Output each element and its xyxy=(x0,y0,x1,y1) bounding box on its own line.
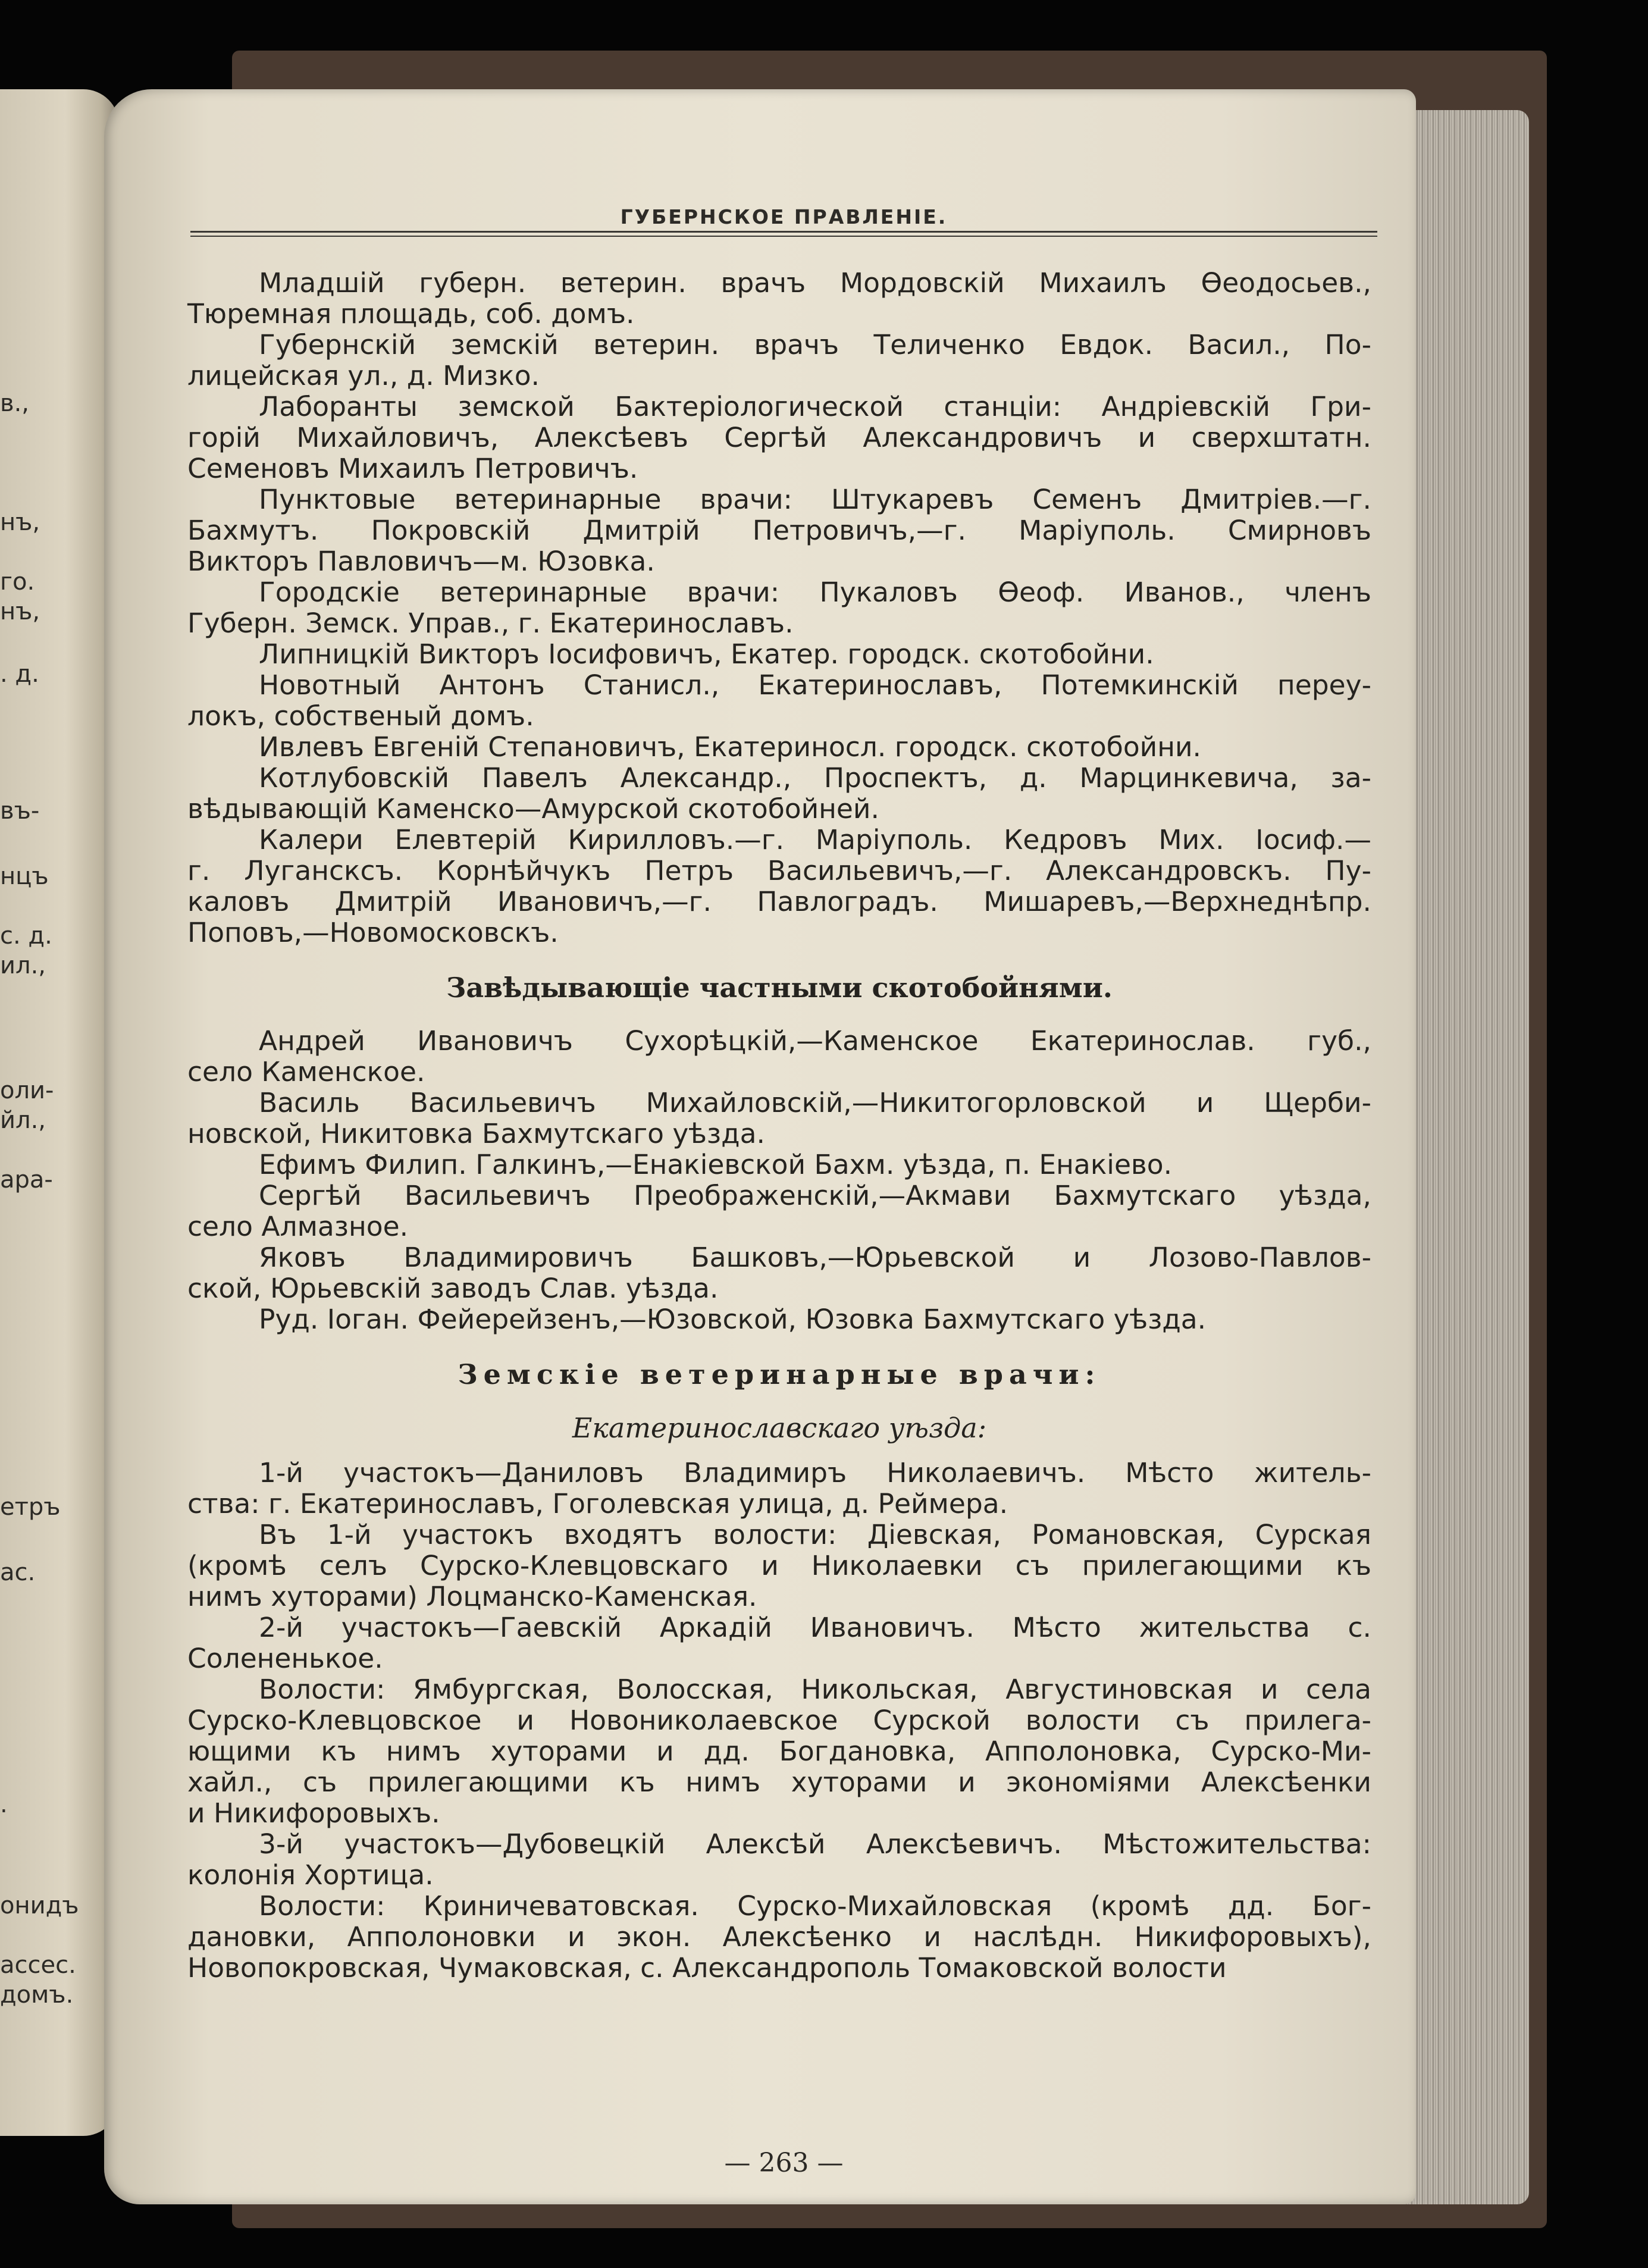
paragraph xyxy=(187,330,1371,391)
text-line: село Алмазное. xyxy=(187,1211,409,1242)
paragraph xyxy=(187,1180,1371,1242)
text-line: Волости: Криничеватовская. Сурско-Михайловская (кромѣ дд. Бог- xyxy=(259,1890,1371,1922)
facing-page-fragment: . xyxy=(0,1791,8,1818)
facing-page-fragment: оли- xyxy=(0,1077,54,1104)
text-line: вѣдывающій Каменско—Амурской скотобойней. xyxy=(187,793,879,825)
subheading-uezd: Екатеринославскаго уѣзда: xyxy=(572,1412,987,1444)
text-line: Василь Васильевичъ Михайловскій,—Никитогорловской и Щерби- xyxy=(259,1087,1371,1119)
paragraph xyxy=(187,1242,1371,1304)
facing-page-fragment: . д. xyxy=(0,660,39,688)
text-line: Руд. Іоган. Фейерейзенъ,—Юзовской, Юзовка Бахмутскаго уѣзда. xyxy=(259,1304,1207,1335)
facing-page-fragment: въ- xyxy=(0,797,40,825)
text-line: 1-й участокъ—Даниловъ Владимиръ Николаевичъ. Мѣсто житель- xyxy=(259,1457,1371,1489)
header-rule xyxy=(190,236,1377,237)
facing-page xyxy=(0,89,119,2136)
book-page xyxy=(104,89,1416,2204)
running-head: ГУБЕРНСКОЕ ПРАВЛЕНІЕ. xyxy=(620,205,948,228)
facing-page-fragment: ассес. xyxy=(0,1951,76,1979)
facing-page-fragment: нъ, xyxy=(0,509,40,536)
paragraph xyxy=(187,1674,1371,1829)
paragraph xyxy=(187,1304,1371,1335)
text-line: ской, Юрьевскій заводъ Слав. уѣзда. xyxy=(187,1273,719,1304)
page-body xyxy=(187,268,1371,1984)
text-line: Волости: Ямбургская, Волосская, Никольская, Августиновская и села xyxy=(259,1674,1371,1705)
text-line: Новотный Антонъ Станисл., Екатеринославъ, Потемкинскій переу- xyxy=(259,669,1371,701)
text-line: Солененькое. xyxy=(187,1643,383,1674)
text-line: Сергѣй Васильевичъ Преображенскій,—Акмави Бахмутскаго уѣзда, xyxy=(259,1180,1371,1211)
text-line: Ефимъ Филип. Галкинъ,—Енакіевской Бахм. уѣзда, п. Енакіево. xyxy=(259,1149,1173,1180)
paragraph xyxy=(187,1026,1371,1088)
facing-page-fragment: онидъ xyxy=(0,1892,79,1919)
paragraph xyxy=(187,484,1371,577)
facing-page-fragment: йл., xyxy=(0,1107,46,1134)
text-line: дановки, Апполоновки и экон. Алексѣенко и наслѣдн. Никифоровыхъ), xyxy=(187,1921,1371,1953)
text-line: горій Михайловичъ, Алексѣевъ Сергѣй Александровичъ и сверхштатн. xyxy=(187,422,1371,453)
text-line: Андрей Ивановичъ Сухорѣцкій,—Каменское Екатеринослав. губ., xyxy=(259,1025,1371,1057)
facing-page-fragment: домъ. xyxy=(0,1981,74,2009)
text-line: 2-й участокъ—Гаевскій Аркадій Ивановичъ. Мѣсто жительства с. xyxy=(259,1612,1371,1643)
text-line: Бахмутъ. Покровскій Дмитрій Петровичъ,—г. Маріуполь. Смирновъ xyxy=(187,515,1371,546)
text-line: новской, Никитовка Бахмутскаго уѣзда. xyxy=(187,1118,765,1149)
facing-page-fragment: ара- xyxy=(0,1166,53,1193)
text-line: Городскіе ветеринарные врачи: Пукаловъ Ѳеоф. Иванов., членъ xyxy=(259,577,1371,608)
text-line: Въ 1-й участокъ входятъ волости: Діевская, Романовская, Сурская xyxy=(259,1519,1371,1550)
text-line: и Никифоровыхъ. xyxy=(187,1797,440,1829)
paragraph xyxy=(187,670,1371,732)
text-line: ства: г. Екатеринославъ, Гоголевская улица, д. Реймера. xyxy=(187,1488,1008,1520)
paragraph xyxy=(187,268,1371,330)
facing-page-fragment: в., xyxy=(0,390,30,417)
paragraph xyxy=(187,825,1371,948)
facing-page-fragment: ас. xyxy=(0,1559,36,1586)
text-line: Яковъ Владимировичъ Башковъ,—Юрьевской и Лозово-Павлов- xyxy=(259,1242,1371,1273)
paragraph xyxy=(187,732,1371,763)
paragraph xyxy=(187,1612,1371,1674)
paragraph xyxy=(187,1088,1371,1149)
text-line: Младшій губерн. ветерин. врачъ Мордовскій Михаилъ Ѳеодосьев., xyxy=(259,267,1371,299)
text-line: Ивлевъ Евгеній Степановичъ, Екатериносл. городск. скотобойни. xyxy=(259,731,1202,763)
text-line: Лаборанты земской Бактеріологической станціи: Андріевскій Гри- xyxy=(259,391,1371,422)
text-line: г. Лугансксъ. Корнѣйчукъ Петръ Васильевичъ,—г. Александровскъ. Пу- xyxy=(187,855,1371,886)
paragraph xyxy=(187,1520,1371,1612)
text-line: ющими къ нимъ хуторами и дд. Богдановка, Апполоновка, Сурско-Ми- xyxy=(187,1736,1371,1767)
text-line: Семеновъ Михаилъ Петровичъ. xyxy=(187,453,638,484)
header-rule xyxy=(190,231,1377,233)
paragraph xyxy=(187,1829,1371,1891)
text-line: каловъ Дмитрій Ивановичъ,—г. Павлоградъ. Мишаревъ,—Верхнеднѣпр. xyxy=(187,886,1371,917)
section-private-slaughterhouses xyxy=(187,1026,1371,1335)
text-line: Новопокровская, Чумаковская, с. Александрополь Томаковской волости xyxy=(187,1952,1227,1984)
text-line: Котлубовскій Павелъ Александр., Проспектъ, д. Марцинкевича, за- xyxy=(259,762,1371,794)
text-line: 3-й участокъ—Дубовецкій Алексѣй Алексѣевичъ. Мѣстожительства: xyxy=(259,1828,1371,1860)
text-line: село Каменское. xyxy=(187,1056,425,1088)
paragraph xyxy=(187,577,1371,639)
text-line: локъ, собственый домъ. xyxy=(187,700,534,732)
text-line: колонія Хортица. xyxy=(187,1859,434,1891)
section-zemstvo-vets xyxy=(187,1458,1371,1984)
paragraph xyxy=(187,763,1371,825)
text-line: Калери Елевтерій Кирилловъ.—г. Маріуполь. Кедровъ Мих. Іосиф.— xyxy=(259,824,1371,856)
text-line: Пунктовые ветеринарные врачи: Штукаревъ Семенъ Дмитріев.—г. xyxy=(259,484,1371,515)
text-line: Викторъ Павловичъ—м. Юзовка. xyxy=(187,546,655,577)
facing-page-fragment: етръ xyxy=(0,1493,61,1521)
paragraph xyxy=(187,1458,1371,1520)
section-officials xyxy=(187,268,1371,948)
paragraph xyxy=(187,1891,1371,1984)
heading-private-slaughterhouses: Завѣдывающіе частными скотобойнями. xyxy=(446,972,1113,1004)
text-line: Губернскій земскій ветерин. врачъ Теличенко Евдок. Васил., По- xyxy=(259,329,1371,361)
text-line: Губерн. Земск. Управ., г. Екатеринославъ. xyxy=(187,607,794,639)
text-line: нимъ хуторами) Лоцманско-Каменская. xyxy=(187,1581,757,1612)
text-line: Липницкій Викторъ Іосифовичъ, Екатер. городск. скотобойни. xyxy=(259,638,1154,670)
text-line: (кромѣ селъ Сурско-Клевцовскаго и Николаевки съ прилегающими къ xyxy=(187,1550,1371,1581)
text-line: Сурско-Клевцовское и Новониколаевское Сурской волости съ прилега- xyxy=(187,1705,1371,1736)
facing-page-fragment: с. д. xyxy=(0,922,52,950)
facing-page-fragment: нъ, xyxy=(0,598,40,625)
paragraph xyxy=(187,639,1371,670)
text-line: Поповъ,—Новомосковскъ. xyxy=(187,917,559,948)
page-number: — 263 — xyxy=(724,2148,844,2178)
paragraph xyxy=(187,1149,1371,1180)
text-line: хайл., съ прилегающими къ нимъ хуторами и экономіями Алексѣенки xyxy=(187,1766,1371,1798)
text-line: лицейская ул., д. Мизко. xyxy=(187,360,540,391)
paragraph xyxy=(187,391,1371,484)
heading-zemstvo-vets: Земскіе ветеринарные врачи: xyxy=(458,1358,1101,1390)
facing-page-fragment: нцъ xyxy=(0,863,49,890)
facing-page-fragment: го. xyxy=(0,568,35,596)
facing-page-fragment: ил., xyxy=(0,952,46,979)
text-line: Тюремная площадь, соб. домъ. xyxy=(187,298,635,330)
